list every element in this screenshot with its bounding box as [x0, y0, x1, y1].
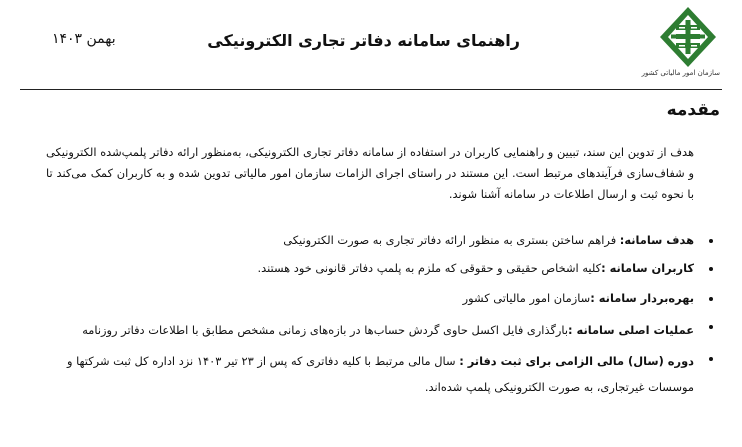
section-heading: مقدمه	[666, 100, 720, 120]
document-date: بهمن ۱۴۰۳	[52, 31, 116, 47]
list-item-text: کلیه اشخاص حقیقی و حقوقی که ملزم به پلمپ دفاتر قانونی خود هستند.	[257, 261, 602, 275]
header-divider	[20, 89, 722, 90]
list-item-label: دوره (سال) مالی الزامی برای ثبت دفاتر :	[459, 354, 694, 368]
list-item-text: سازمان امور مالیاتی کشور	[462, 291, 591, 305]
feature-list	[46, 230, 694, 400]
list-item-label: عملیات اصلی سامانه :	[568, 323, 694, 337]
list-item	[46, 316, 694, 345]
list-item-text: سال مالی مرتبط با کلیه دفاتری که پس از ۲۳ تیر ۱۴۰۳ نزد اداره کل ثبت شرکتها و موسسات غیرتجاری، به صورت الکترونیکی پلمپ شده‌اند.	[66, 354, 694, 394]
list-item	[46, 258, 694, 279]
list-item-label: بهره‌بردار سامانه :	[590, 291, 694, 305]
list-item-text: فراهم ساختن بستری به منظور ارائه دفاتر تجاری به صورت الکترونیکی	[283, 233, 620, 247]
intro-paragraph: هدف از تدوین این سند، تبیین و راهنمایی کاربران در استفاده از سامانه دفاتر تجاری الکترونیکی، به‌منظور ارائه دفاتر پلمپ‌شده الکترونیکی و شفاف‌سازی فرآیندهای مرتبط است. این مستند در راستای اجرای الزامات سازمان امور مالیاتی تدوین شده و به کاربران کمک می‌کند تا با نحوه ثبت و ارسال اطلاعات در سامانه آشنا شوند.	[46, 145, 694, 201]
page-header	[0, 0, 742, 90]
list-item-label: کاربران سامانه :	[601, 261, 694, 275]
logo-caption: سازمان امور مالیاتی کشور	[641, 69, 720, 77]
organization-logo	[641, 6, 720, 84]
list-item	[46, 230, 694, 251]
list-item-text: بارگذاری فایل اکسل حاوی گردش حساب‌ها در بازه‌های زمانی مشخص مطابق با اطلاعات دفاتر روزنامه	[82, 323, 569, 337]
emblem-icon	[659, 6, 717, 68]
list-item	[46, 288, 694, 309]
list-item-label: هدف سامانه:	[619, 233, 694, 247]
document-title: راهنمای سامانه دفاتر تجاری الکترونیکی	[207, 31, 520, 50]
list-item	[46, 348, 694, 400]
